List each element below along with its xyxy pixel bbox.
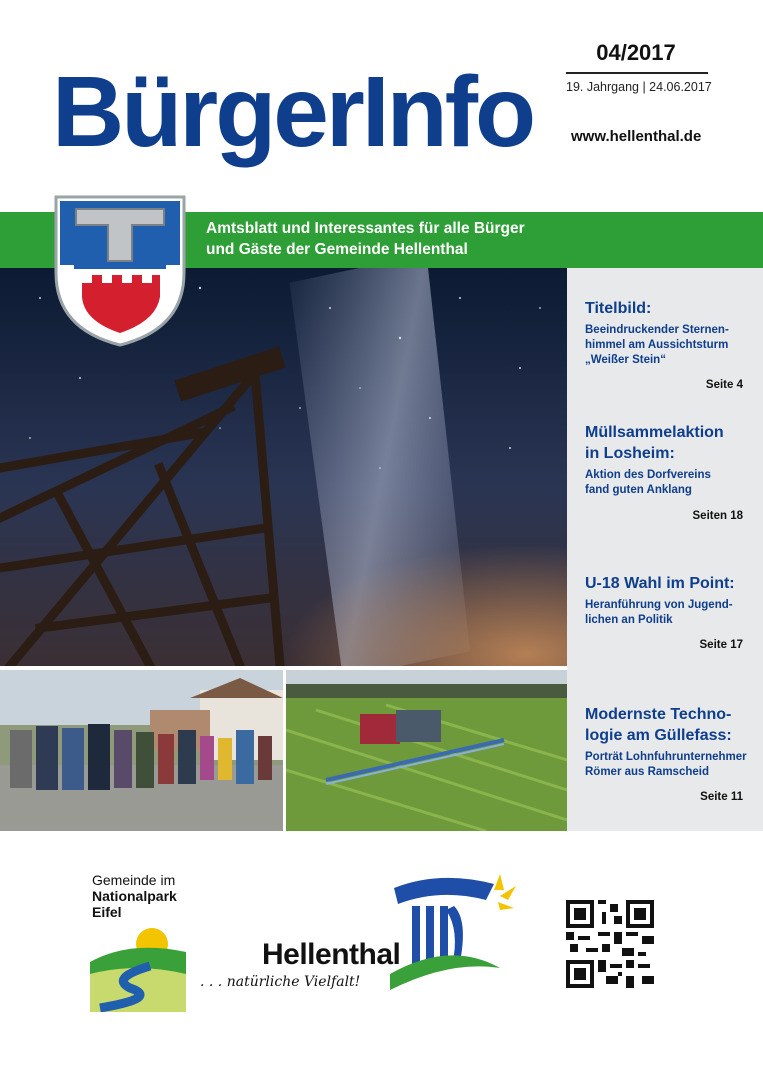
sidebar-item-title: U-18 Wahl im Point: <box>585 575 735 592</box>
sidebar-item-page: Seite 17 <box>699 639 743 651</box>
hellenthal-wordmark: Hellenthal <box>262 938 401 971</box>
nationalpark-line-1: Gemeinde im <box>92 872 176 888</box>
tractor-photo <box>286 670 567 831</box>
sidebar-item-title: in Losheim: <box>585 445 675 462</box>
sidebar-item-text: Römer aus Ramscheid <box>585 766 709 778</box>
sidebar-item-text: Porträt Lohnfuhrunternehmer <box>585 751 747 763</box>
footer-logos <box>0 838 763 1080</box>
tagline-line-2: und Gäste der Gemeinde Hellenthal <box>206 241 468 258</box>
sidebar-item-text: Heranführung von Jugend- <box>585 599 733 611</box>
sidebar-item-page: Seiten 18 <box>692 510 743 522</box>
group-photo <box>0 670 283 831</box>
hellenthal-emblem-icon <box>390 870 520 1000</box>
tagline-line-1: Amtsblatt und Interessantes für alle Bürger <box>206 220 525 237</box>
sidebar-item-page: Seite 4 <box>705 379 743 391</box>
sidebar-item-title: Müllsammelaktion <box>585 424 724 441</box>
website-link[interactable]: www.hellenthal.de <box>571 128 702 145</box>
issue-divider <box>566 72 708 74</box>
sidebar-item-title: logie am Güllefass: <box>585 727 732 744</box>
sidebar-item-u18-wahl[interactable] <box>585 573 755 628</box>
sidebar-item-titelbild[interactable] <box>585 298 755 368</box>
sidebar-item-page: Seite 11 <box>700 791 743 803</box>
sidebar-item-title: Modernste Techno- <box>585 706 732 723</box>
tagline <box>206 218 525 260</box>
nationalpark-landscape-icon <box>90 922 190 1012</box>
sidebar-item-text: Beeindruckender Sternen- <box>585 324 729 336</box>
sidebar-item-muellsammelaktion[interactable] <box>585 422 755 498</box>
sidebar <box>567 268 763 831</box>
volume-date: 19. Jahrgang | 24.06.2017 <box>566 80 712 94</box>
qr-code-icon[interactable] <box>566 900 654 988</box>
coat-of-arms-icon <box>52 193 188 349</box>
issue-number: 04/2017 <box>596 40 676 65</box>
nationalpark-line-3: Eifel <box>92 904 122 920</box>
masthead-title: BürgerInfo <box>52 56 534 168</box>
sidebar-item-text: himmel am Aussichtsturm <box>585 339 729 351</box>
sidebar-item-text: Aktion des Dorfvereins <box>585 469 711 481</box>
nationalpark-line-2: Nationalpark <box>92 888 177 904</box>
sidebar-item-text: „Weißer Stein“ <box>585 354 666 366</box>
sidebar-item-title: Titelbild: <box>585 300 652 317</box>
sidebar-item-text: fand guten Anklang <box>585 484 692 496</box>
hellenthal-slogan: . . . natürliche Vielfalt! <box>200 974 361 990</box>
sidebar-item-text: lichen an Politik <box>585 614 673 626</box>
sidebar-item-guellefass[interactable] <box>585 704 755 780</box>
nationalpark-logo <box>92 872 177 920</box>
